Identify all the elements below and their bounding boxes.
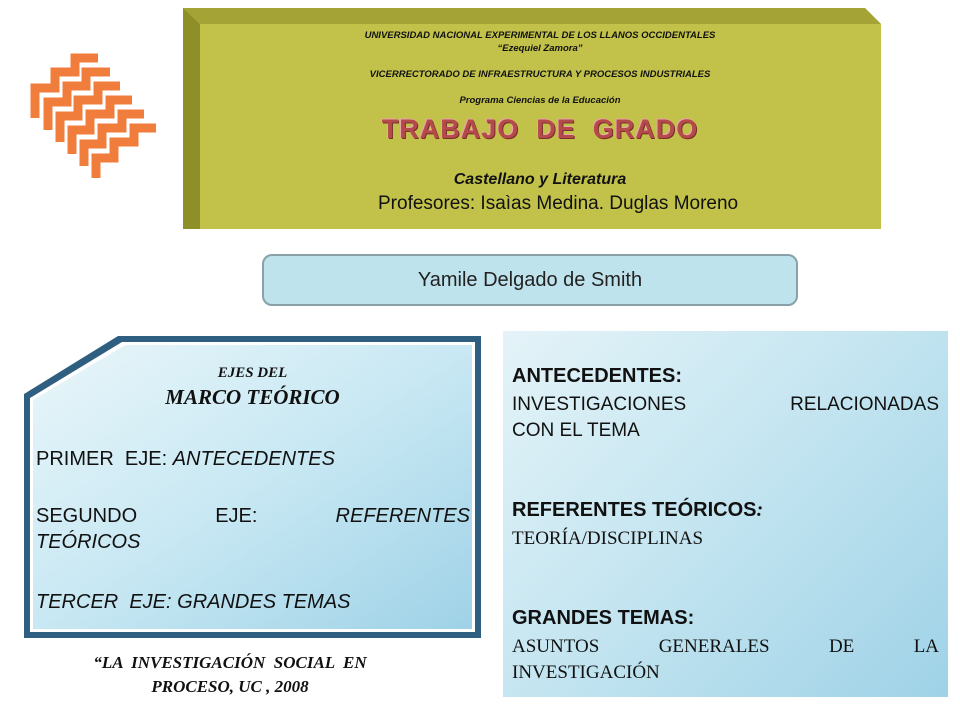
antecedentes-text-line2: CON EL TEMA — [512, 420, 640, 441]
eje-1-value: ANTECEDENTES — [172, 448, 335, 470]
vicerrectorado-text: VICERRECTORADO DE INFRAESTRUCTURA Y PROCESOS INDUSTRIALES — [369, 69, 711, 80]
professors-text: Profesores: Isaìas Medina. Duglas Moreno — [378, 193, 739, 214]
antecedentes-text-line1: INVESTIGACIONES RELACIONADAS — [512, 394, 939, 415]
axes-title-small: EJES DEL — [217, 365, 288, 381]
page-title: TRABAJO DE GRADO — [381, 114, 699, 144]
eje-1 — [36, 446, 470, 472]
eje-1-label: PRIMER EJE: — [36, 448, 168, 470]
eje-2-line1: SEGUNDO EJE: REFERENTES — [36, 505, 470, 527]
source-quote: “LA INVESTIGACIÓN SOCIAL EN PROCESO, UC , 2008 — [93, 653, 367, 696]
university-name: UNIVERSIDAD NACIONAL EXPERIMENTAL DE LOS LLANOS OCCIDENTALES — [364, 30, 716, 41]
author-label: Yamile Delgado de Smith — [417, 268, 643, 291]
referentes-heading: REFERENTES TEÓRICOS: — [512, 499, 764, 521]
grandes-temas-heading: GRANDES TEMAS: — [512, 607, 695, 629]
programa-text: Programa Ciencias de la Educación — [459, 95, 621, 106]
eje-2-line2: TEÓRICOS — [36, 531, 141, 553]
antecedentes-heading: ANTECEDENTES: — [512, 365, 683, 387]
referentes-text: TEORÍA/DISCIPLINAS — [512, 528, 704, 549]
author-name — [262, 254, 798, 306]
grandes-temas-text-line1: ASUNTOS GENERALES DE LA — [512, 636, 940, 657]
subject-text: Castellano y Literatura — [453, 171, 627, 188]
university-subname: “Ezequiel Zamora” — [497, 43, 583, 54]
grandes-temas-text-line2: INVESTIGACIÓN — [512, 662, 660, 683]
university-logo-icon — [20, 50, 170, 190]
eje-3: TERCER EJE: GRANDES TEMAS — [36, 591, 351, 613]
axes-title-large: MARCO TEÓRICO — [165, 385, 340, 409]
